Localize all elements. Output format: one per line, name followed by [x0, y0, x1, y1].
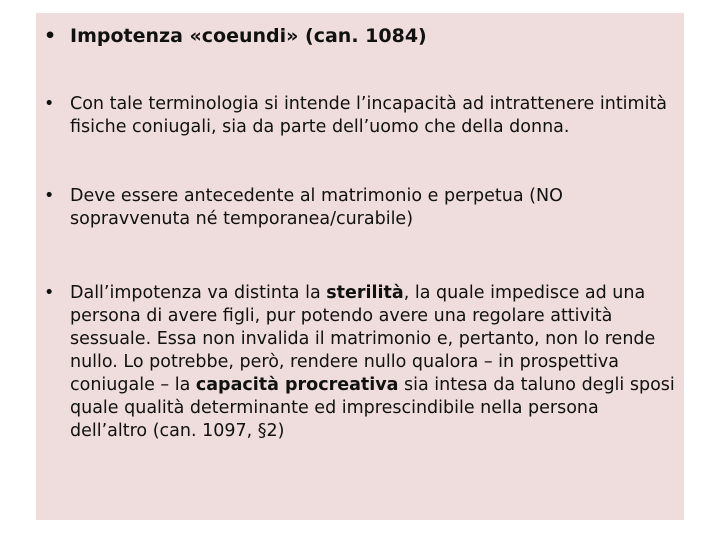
text-segment: Dall’impotenza va distinta la — [70, 283, 327, 303]
bullet-icon: • — [44, 283, 55, 303]
bullet-item-2 — [36, 185, 684, 231]
bullet-text — [70, 282, 680, 443]
bullet-item-1 — [36, 93, 684, 139]
title-text: Impotenza «coeundi» (can. 1084) — [70, 25, 427, 47]
text-segment: , la quale impedisce ad una persona di avere figli, pur potendo avere una regolare attività sessuale. Essa non invalida il matrimonio e, pertanto, non lo rende nullo. Lo potrebbe, però, rendere nullo qualora – in prospettiva coniugale – la — [70, 283, 656, 395]
bullet-item-3 — [36, 282, 684, 443]
bold-term-capacita-procreativa: capacità procreativa — [195, 375, 399, 395]
content-panel — [36, 13, 684, 520]
text-segment: sia intesa da taluno degli sposi quale qualità determinante ed imprescindibile nella persona dell’altro (can. 1097, §2) — [70, 375, 675, 441]
slide-title — [36, 25, 684, 48]
bullet-text: Deve essere antecedente al matrimonio e perpetua (NO sopravvenuta né temporanea/curabile) — [70, 186, 563, 229]
bullet-icon: • — [44, 186, 55, 206]
bullet-icon: • — [44, 25, 57, 47]
bullet-text: Con tale terminologia si intende l’incapacità ad intrattenere intimità fisiche coniugali, sia da parte dell’uomo che della donna. — [70, 94, 668, 137]
bold-term-sterilita: sterilità — [326, 283, 404, 303]
bullet-icon: • — [44, 94, 55, 114]
